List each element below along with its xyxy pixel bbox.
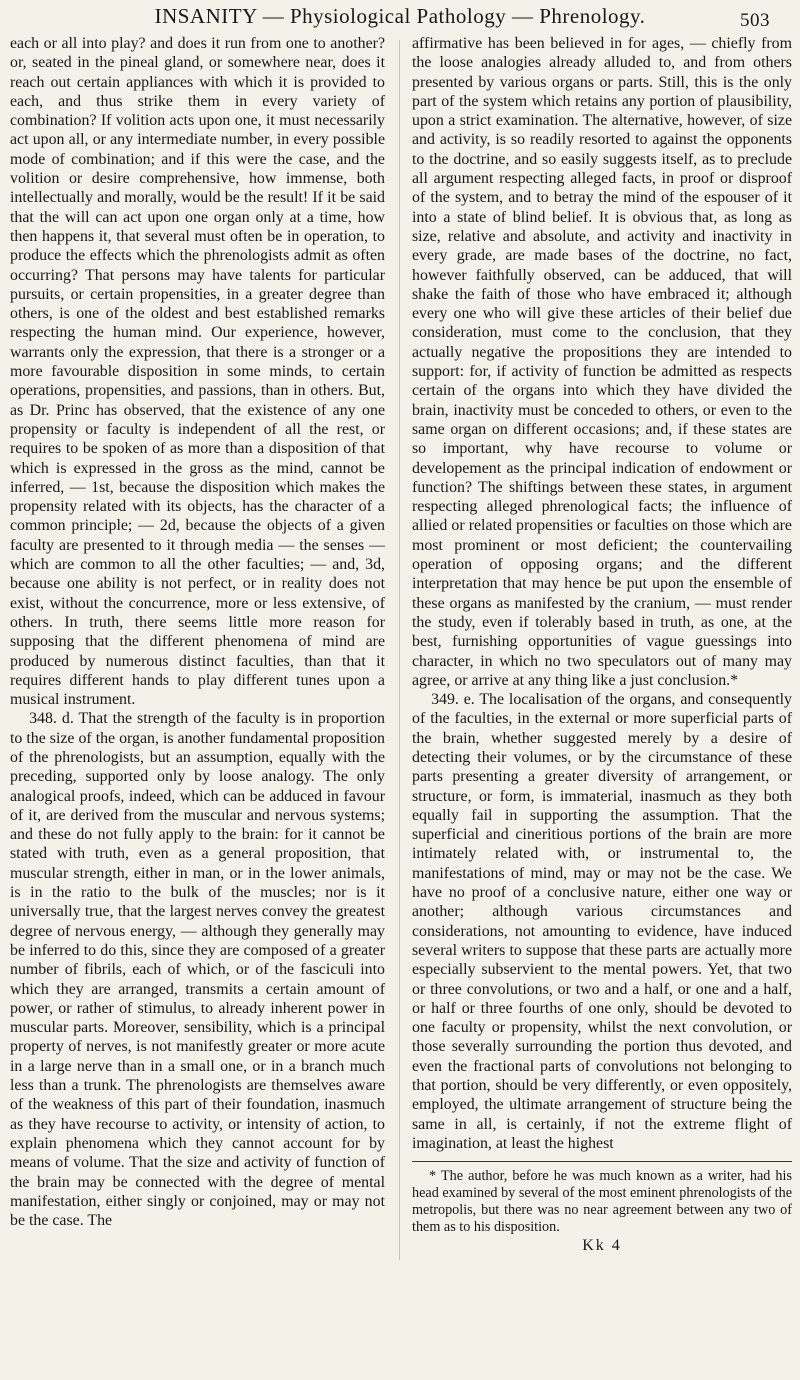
left-column <box>10 34 385 1230</box>
running-header <box>30 4 770 34</box>
page-number: 503 <box>740 10 770 31</box>
signature-mark: Kk 4 <box>582 1237 622 1255</box>
left-paragraph-1: each or all into play? and does it run from one to another? or, seated in the pineal gland, or somewhere near, does it reach out certain appliances with which it is provided to each, and thus strike them in every variety of combination? If volition acts upon one, it must necessarily act upon all, or any intermediate number, in every possible mode of combination; and if this were the case, and the volition or desire comprehensive, how immense, both intellectually and morally, would be the result! If it be said that the will can act upon one organ only at a time, how then happens it, that several must often be in operation, to produce the effects which the phrenologists admit as often occurring? That persons may have talents for particular pursuits, or certain propensities, in a greater degree than others, is one of the oldest and best established remarks respecting the human mind. Our experience, however, warrants only the expression, that there is a stronger or a more favourable disposition in some minds, to certain operations, propensities, and passions, than in others. But, as Dr. Princ has observed, that the existence of any one propensity or faculty is independent of all the rest, or requires to be spoken of as more than a disposition of that which is expressed in the gross as the mind, cannot be inferred, — 1st, because the disposition which makes the propensity related with its objects, has the character of a common principle; — 2d, because the objects of a given faculty are presented to it through media — the senses — which are common to all the other faculties; — and, 3d, because one ability is not perfect, or in reality does not exist, without the concurrence, more or less extensive, of others. In truth, there seems little more reason for supposing that the different phenomena of mind are produced by numerous distinct faculties, than that it requires different hands to play different tunes upon a musical instrument. <box>10 35 385 709</box>
footnote-rule <box>412 1161 792 1162</box>
right-paragraph-349: 349. e. The localisation of the organs, and consequently of the faculties, in the external or more superficial parts of the brain, whether suggested merely by a desire of detecting their volumes, or by the circumstance of these parts presenting a greater diversity of arrangement, or structure, or form, is immaterial, inasmuch as they both equally fail in supporting the assumption. That the superficial and cineritious portions of the brain are more intimately related with, or instrumental to, the manifestations of mind, may or may not be the case. We have no proof of a conclusive nature, either one way or another; although various circumstances and considerations, not amounting to evidence, have induced several writers to suppose that these parts are actually more especially subservient to the mental powers. Yet, that two or three convolutions, or two and a half, or one and a half, or half or three fourths of one only, should be devoted to one faculty or propensity, whilst the next convolution, or those severally surrounding the portion thus devoted, and even the fractional parts of convolutions not belonging to that portion, should be very differently, or even oppositely, employed, the ultimate arrangement of structure being the same in all, is certainly, if not the extreme flight of imagination, at least the highest <box>412 691 792 1152</box>
right-paragraph-1: affirmative has been believed in for ages, — chiefly from the loose analogies already alluded to, and from others presented by various organs or parts. Still, this is the only part of the system which retains any portion of plausibility, upon a strict examination. The alternative, however, of size and activity, is so readily resorted to against the opponents to the doctrine, and so easily suggests itself, as to preclude all argument respecting alleged facts, in proof or disproof of the system, and to betray the mind of the espouser of it into a state of blind belief. It is obvious that, as long as size, relative and absolute, and activity and inactivity in every grade, are made bases of the doctrine, no fact, however faithfully observed, can be adduced, that will shake the faith of those who have embraced it; although every one who will give these articles of their belief due consideration, must come to the conclusion, that they actually negative the propositions they are intended to support: for, if activity of function be admitted as respects certain of the organs into which they have divided the brain, inactivity must be conceded to others, or even to the same organ on different occasions; and, if these states are so important, why have recourse to volume or developement as the principal indication of endowment or function? The shiftings between these states, in argument respecting alleged phrenological facts; the influence of allied or related propensities or faculties on those which are most prominent or most deficient; the countervailing operation of opposing organs; and the different interpretation that may hence be put upon the ensemble of these organs as manifested by the cranium, — must render the study, even if tolerably based in truth, as one, at the best, furnishing opportunities of vague guessings into character, in which no two speculators out of many may agree, or arrive at any thing like a just conclusion.* <box>412 35 792 689</box>
footnote: * The author, before he was much known as a writer, had his head examined by several of the most eminent phrenologists of the metropolis, but there was no near agreement between any two of them as to his disposition. <box>412 1168 792 1236</box>
left-paragraph-348: 348. d. That the strength of the faculty is in proportion to the size of the organ, is another fundamental proposition of the phrenologists, but an assumption, equally with the preceding, supported only by loose analogy. The only analogical proofs, indeed, which can be adduced in favour of it, are derived from the muscular and nervous systems; and these do not fully apply to the brain: for it cannot be stated with truth, even as a general proposition, that muscular strength, either in man, or in the lower animals, is in the ratio to the bulk of the muscles; nor is it universally true, that the largest nerves convey the greatest degree of nervous energy, — although they generally may be inferred to do this, since they are composed of a greater number of fibrils, each of which, or of the fasciculi into which they are arranged, transmits a certain amount of power, or rather of stimulus, to already inherent power in muscular parts. Moreover, sensibility, which is a principal property of nerves, is not manifestly greater or more acute in a large nerve than in a small one, or in a branch much less than a trunk. The phrenologists are themselves aware of the weakness of this part of their foundation, inasmuch as they have recourse to activity, or intensity of action, to explain phenomena which they cannot account for by means of volume. That the size and activity of function of the brain may be connected with the degree of mental manifestation, either singly or conjoined, may or may not be the case. The <box>10 710 385 1230</box>
running-title: INSANITY — Physiological Pathology — Phrenology. <box>154 4 646 28</box>
column-divider <box>399 40 400 1260</box>
right-column <box>412 34 792 1256</box>
